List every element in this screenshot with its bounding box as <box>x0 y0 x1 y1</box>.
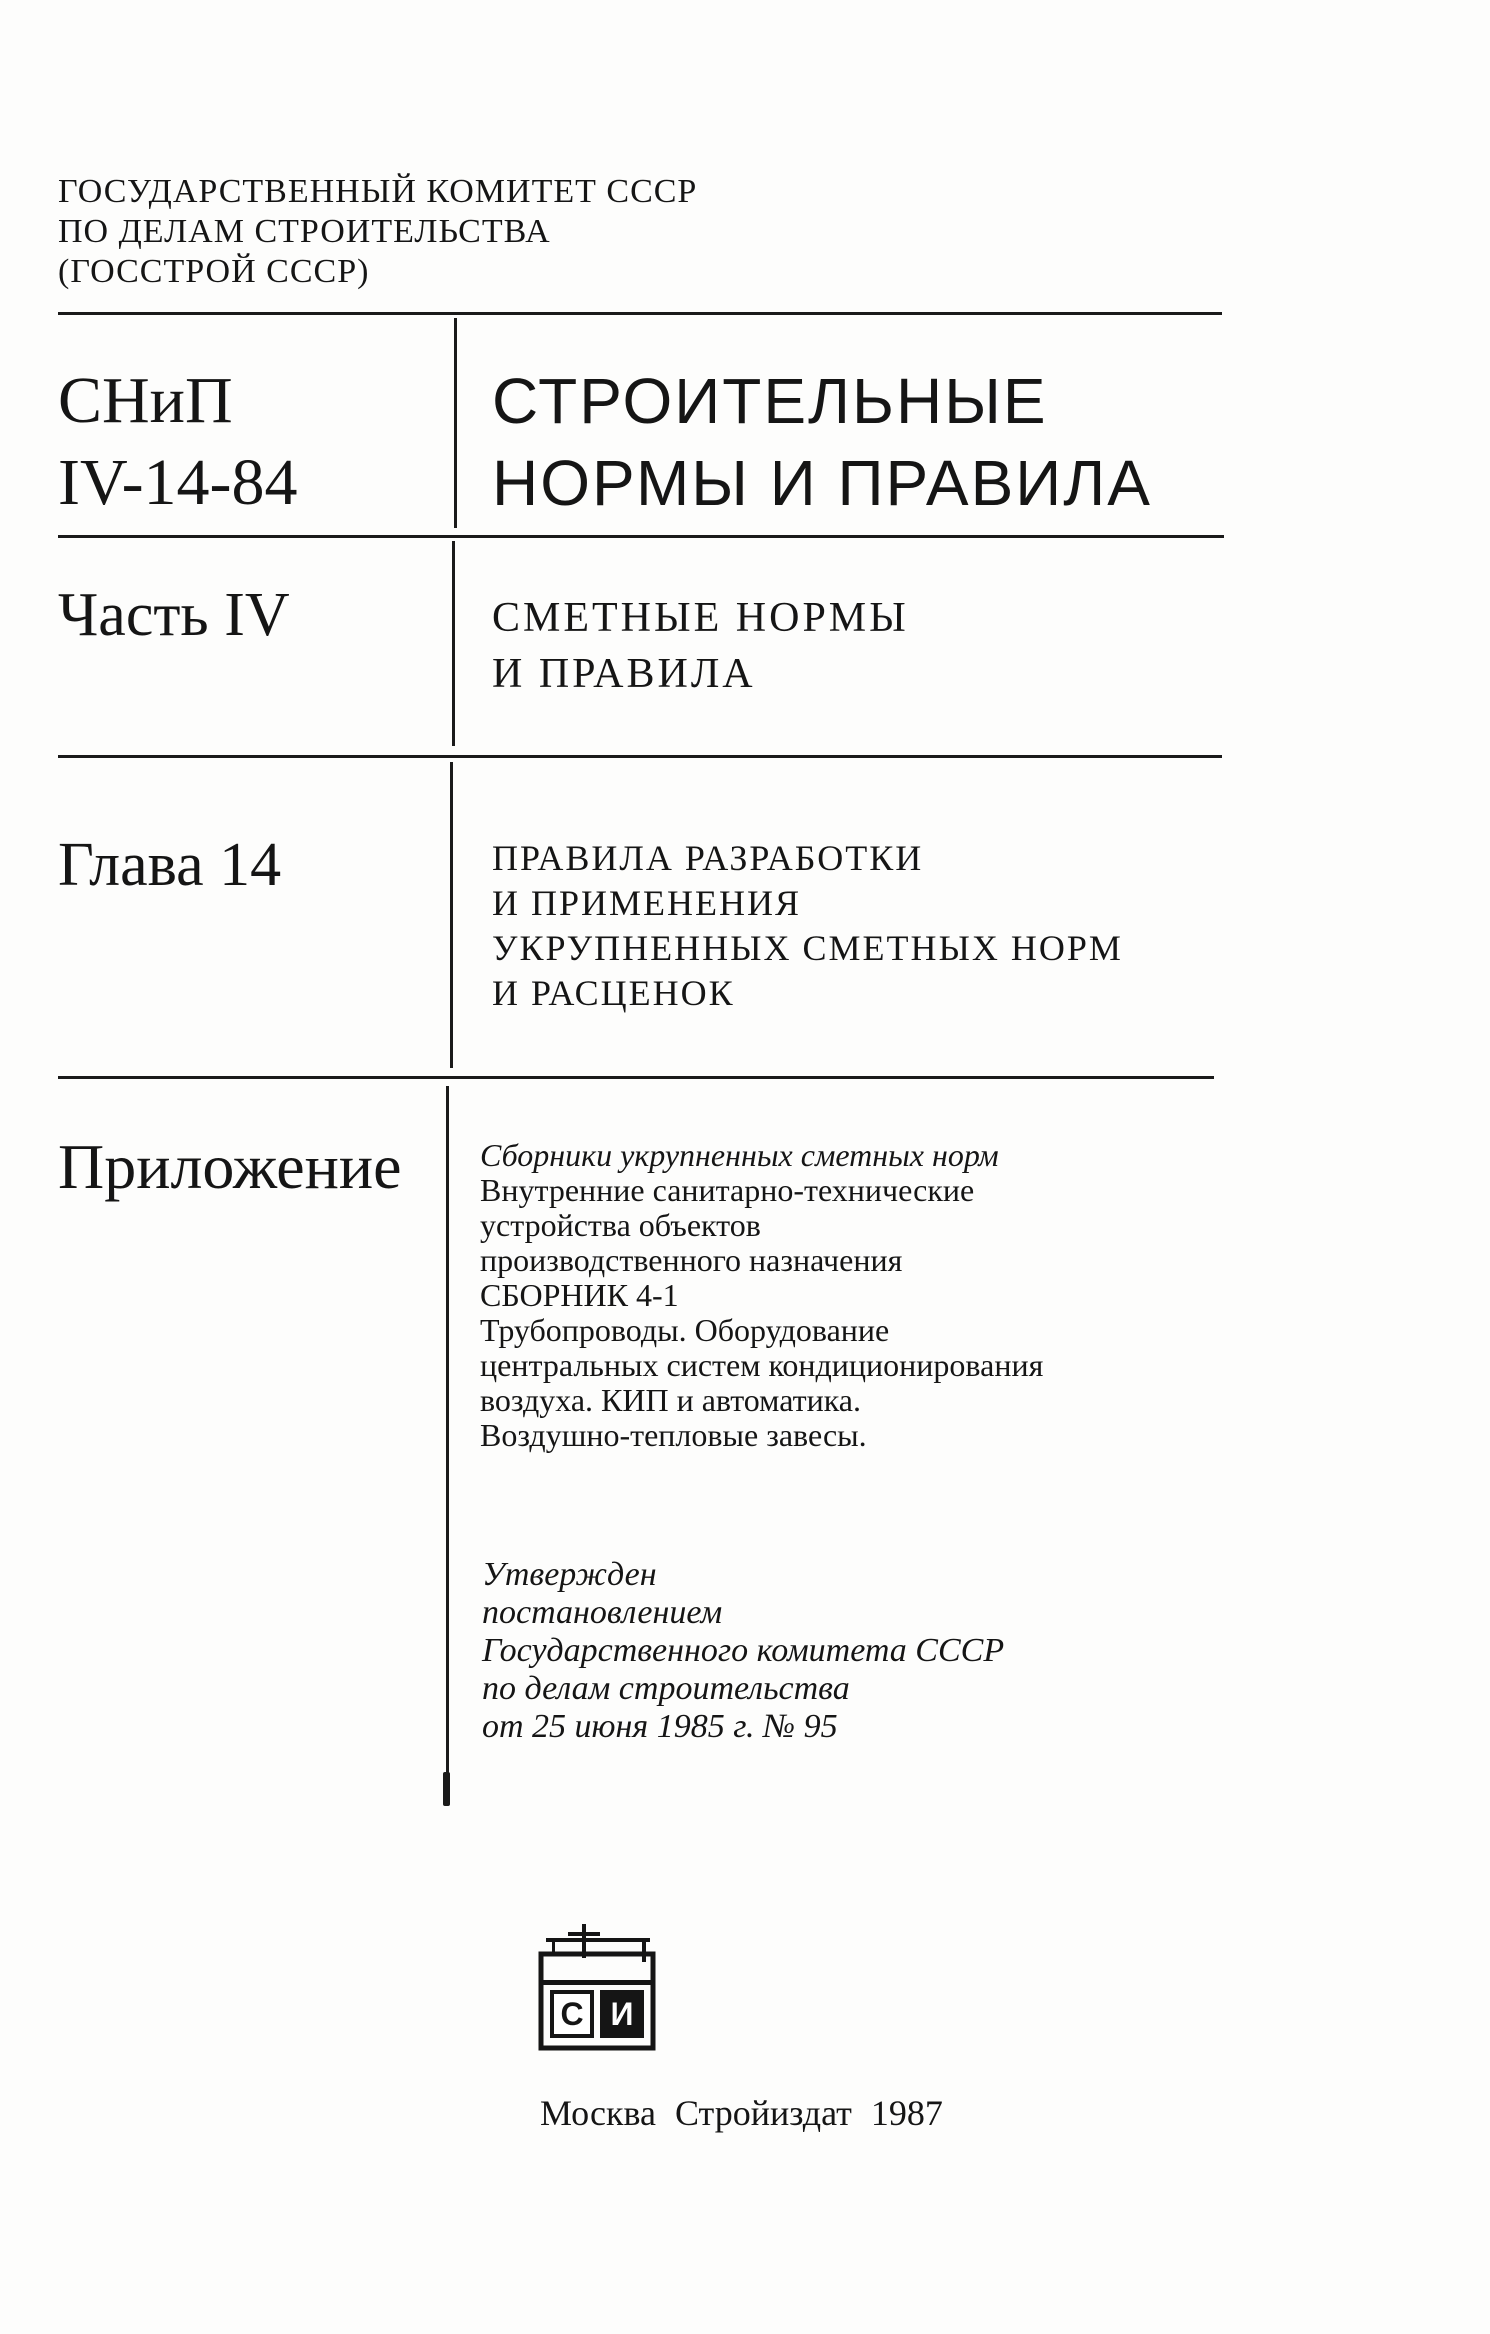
snip-code-line: IV-14-84 <box>58 446 298 519</box>
appendix-text-line: Сборники укрупненных сметных норм <box>480 1137 999 1173</box>
part-title-line: И ПРАВИЛА <box>492 651 756 697</box>
appendix-text-line: Воздушно-тепловые завесы. <box>480 1417 867 1453</box>
divider-rule <box>58 535 1224 538</box>
organization-line: (ГОССТРОЙ СССР) <box>58 253 370 290</box>
chapter-title <box>492 836 1123 1016</box>
approval-line: постановлением <box>482 1594 723 1631</box>
publisher-logo-icon <box>538 1924 658 2052</box>
column-rule <box>446 1086 449 1798</box>
approval-line: Утвержден <box>482 1556 657 1593</box>
snip-code-line: СНиП <box>58 364 233 437</box>
divider-rule <box>58 1076 1214 1079</box>
appendix-text-line: устройства объектов <box>480 1207 761 1243</box>
appendix-text-line: Внутренние санитарно-технические <box>480 1172 975 1208</box>
column-rule <box>450 762 453 1068</box>
chapter-title-line: ПРАВИЛА РАЗРАБОТКИ <box>492 838 924 878</box>
main-title <box>492 360 1152 524</box>
column-rule <box>454 318 457 528</box>
column-rule-end-mark <box>443 1772 450 1806</box>
chapter-title-line: И РАСЦЕНОК <box>492 973 735 1013</box>
approval-note <box>482 1556 1004 1746</box>
organization-line: ГОСУДАРСТВЕННЫЙ КОМИТЕТ СССР <box>58 173 698 210</box>
divider-rule <box>58 312 1222 315</box>
divider-rule <box>58 755 1222 758</box>
appendix-text-line: СБОРНИК 4-1 <box>480 1277 679 1313</box>
approval-line: по делам строительства <box>482 1670 850 1707</box>
appendix-text-line: Трубопроводы. Оборудование <box>480 1312 890 1348</box>
appendix-text <box>480 1138 1043 1453</box>
chapter-title-line: И ПРИМЕНЕНИЯ <box>492 883 802 923</box>
main-title-line: НОРМЫ И ПРАВИЛА <box>492 447 1152 519</box>
chapter-label: Глава 14 <box>58 831 282 899</box>
chapter-title-line: УКРУПНЕННЫХ СМЕТНЫХ НОРМ <box>492 928 1123 968</box>
publisher-imprint: Москва Стройиздат 1987 <box>540 2093 943 2133</box>
part-title-line: СМЕТНЫЕ НОРМЫ <box>492 595 909 641</box>
column-rule <box>452 541 455 746</box>
part-title <box>492 590 909 702</box>
organization-header <box>58 172 958 292</box>
main-title-line: СТРОИТЕЛЬНЫЕ <box>492 365 1048 437</box>
logo-letter: С <box>560 1996 584 2032</box>
appendix-text-line: воздуха. КИП и автоматика. <box>480 1382 861 1418</box>
appendix-text-line: производственного назначения <box>480 1242 903 1278</box>
appendix-text-line: центральных систем кондиционирования <box>480 1347 1044 1383</box>
approval-line: Государственного комитета СССР <box>482 1632 1005 1669</box>
snip-code <box>58 360 298 524</box>
organization-line: ПО ДЕЛАМ СТРОИТЕЛЬСТВА <box>58 213 551 250</box>
logo-letter: И <box>610 1996 634 2032</box>
part-label: Часть IV <box>58 581 290 649</box>
approval-line: от 25 июня 1985 г. № 95 <box>482 1708 838 1745</box>
appendix-label: Приложение <box>58 1131 402 1202</box>
